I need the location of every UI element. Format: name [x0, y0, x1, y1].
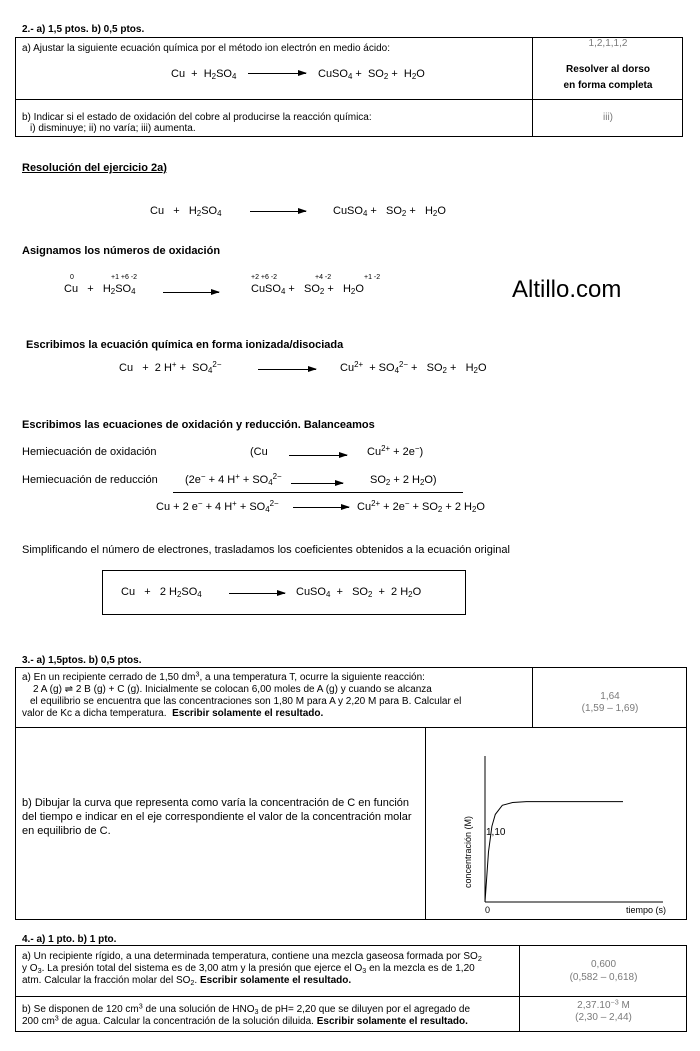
concentration-chart — [427, 728, 685, 918]
q2-b-text2: i) disminuye; ii) no varía; iii) aumenta. — [30, 123, 196, 134]
oxidation-reactant: (Cu — [250, 446, 268, 458]
equation-1-products: CuSO$_4$ + $SO_2 + H_2O$ — [333, 205, 446, 218]
sum-line — [173, 492, 463, 493]
reduction-reactant: (2e− + 4 $H^+ + SO_4^{2-}$ — [185, 472, 282, 487]
equation-3-reactants: Cu + 2 $H^+ + SO_4^{2-}$ — [119, 360, 222, 375]
simplify-text: Simplificando el número de electrones, trasladamos los coeficientes obtenidos a la ecuación original — [22, 544, 510, 556]
q4-a-text: a) Un recipiente rígido, a una determinada temperatura, contiene una mezcla gaseosa formada por $SO_2$ y $O_3$. La presión total del sistema es de 3,00 atm y la presión que ejerce el $O_3$ en la mezcla es de 1,20 atm. Calcular la fracción molar del $SO_2$. Escribir solamente el resultado. — [22, 951, 482, 987]
q2-header: 2.- a) 1,5 ptos. b) 0,5 ptos. — [22, 24, 145, 35]
oxidation-label: Hemiecuación de oxidación — [22, 446, 157, 458]
q2-b-answer: iii) — [603, 112, 613, 123]
equation-3-products: $Cu^{2+} + SO_4^{2-} + SO_2 + H_2O$ — [340, 360, 487, 375]
step3-title: Escribimos las ecuaciones de oxidación y reducción. Balanceamos — [22, 419, 375, 431]
q3-b-text: b) Dibujar la curva que representa como varía la concentración de C en función del tiempo e indicar en el eje correspondiente el valor de la concentración molar en equilibrio de C. — [22, 797, 412, 837]
oxidation-product: $Cu^{2+} + 2e^-$) — [367, 444, 424, 458]
sum-reactants: Cu + 2 e− + 4 $H^+ + SO_4^{2-}$ — [156, 499, 279, 514]
q2-b-text1: b) Indicar si el estado de oxidación del cobre al producirse la reacción química: — [22, 112, 372, 123]
x-axis-label: tiempo (s) — [626, 905, 667, 915]
q2-a-note1: Resolver al dorso — [566, 64, 650, 75]
equation-2-products: CuSO$_4$ + $SO_2 + H_2O$ — [251, 283, 364, 296]
concentration-curve — [485, 802, 623, 902]
q3-a-text: a) En un recipiente cerrado de 1,50 $dm^3$, a una temperatura T, ocurre la siguiente reacción: 2 A (g) ⇌ 2 B (g) + C (g). Inicialmente se colocan 6,00 moles de A (g) y cuando se alcanza el equilibrio se encuentra que las concentraciones son 1,80 M para A y 2,20 M para B. Calcular el valor de Kc a dicha temperatura. Escribir solamente el resultado. — [22, 669, 462, 719]
q4-b-text: b) Se disponen de 120 $cm^3$ de una solución de $HNO_3$ de pH= 2,20 que se diluyen por el agregado de 200 $cm^3$ de agua. Calcular la concentración de la solución diluida. Escribir solamente el resultado. — [22, 1001, 471, 1027]
q2-equation-products: CuSO$_4$ + $SO_2 + H_2O$ — [318, 68, 425, 81]
q4-b-range: (2,30 – 2,44) — [575, 1012, 632, 1023]
q2-equation: $Cu + H_2SO_4$ — [171, 68, 237, 81]
ox-h2o: +1 -2 — [364, 274, 381, 281]
resolution-title: Resolución del ejercicio 2a) — [22, 162, 167, 174]
ox-cu: 0 — [70, 274, 74, 281]
arrow-icon — [258, 369, 316, 370]
q3-a-range: (1,59 – 1,69) — [581, 703, 639, 714]
arrow-icon — [163, 292, 219, 293]
q4-header: 4.- a) 1 pto. b) 1 pto. — [22, 934, 117, 945]
q2-a-answer: 1,2,1,1,2 — [588, 38, 628, 49]
final-products: CuSO$_4$ + $SO_2 + 2$ $H_2O$ — [296, 586, 422, 599]
equation-2-reactants: $Cu + H_2SO_4$ — [64, 283, 136, 296]
reduction-label: Hemiecuación de reducción — [22, 474, 158, 486]
equation-1-reactants: $Cu + H_2SO_4$ — [150, 205, 222, 218]
ox-cuso4: +2 +6 -2 — [251, 274, 278, 281]
equilibrium-value-label: 1,10 — [486, 827, 506, 838]
watermark: Altillo.com — [512, 276, 622, 303]
q4-b-answer: $2,37.10^{-3}$ M — [577, 997, 630, 1011]
q3-header: 3.- a) 1,5ptos. b) 0,5 ptos. — [22, 655, 142, 666]
arrow-icon — [250, 211, 306, 212]
arrow-icon — [291, 483, 343, 484]
final-reactants: Cu + 2 $H_2SO_4$ — [121, 586, 202, 599]
step2-title: Escribimos la ecuación química en forma ionizada/disociada — [26, 339, 344, 351]
arrow-icon — [293, 507, 349, 508]
arrow-icon — [289, 455, 347, 456]
q3-a-answer: 1,64 — [600, 691, 620, 702]
q4-a-answer: 0,600 — [590, 959, 617, 970]
arrow-icon — [229, 593, 285, 594]
origin-label: 0 — [485, 905, 491, 915]
y-axis-label: concentración (M) — [463, 815, 473, 888]
step1-title: Asignamos los números de oxidación — [22, 245, 221, 257]
q2-a-note2: en forma completa — [563, 80, 653, 91]
q2-a-text: a) Ajustar la siguiente ecuación química por el método ion electrón en medio ácido: — [22, 43, 390, 54]
reduction-product: $SO_2 + 2$ $H_2O$) — [370, 474, 437, 487]
ox-h2so4: +1 +6 -2 — [111, 274, 138, 281]
ox-so2: +4 -2 — [315, 274, 332, 281]
sum-products: $Cu^{2+} + 2e^- + SO_2 + 2$ $H_2O$ — [357, 499, 485, 514]
arrow-icon — [248, 73, 306, 74]
q4-a-range: (0,582 – 0,618) — [569, 972, 638, 983]
